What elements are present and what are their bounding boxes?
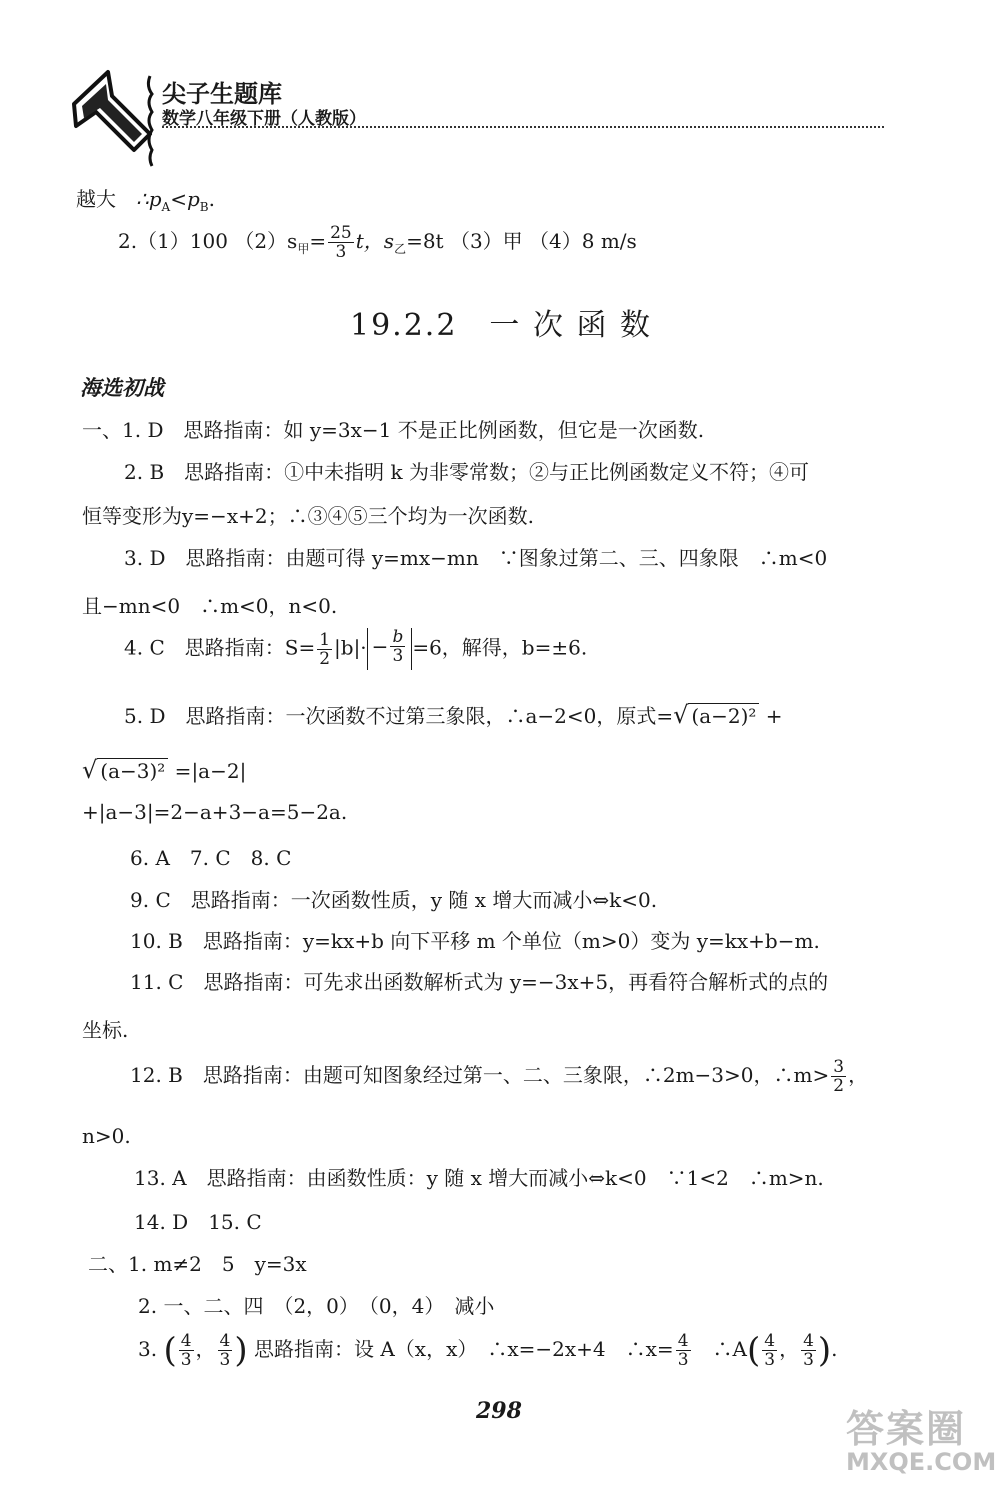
- sqrt-symbol: √: [673, 701, 689, 729]
- answer-q11-line2: 坐标.: [82, 1018, 129, 1042]
- answer-q11-line1: 11. C 思路指南：可先求出函数解析式为 y=−3x+5，再看符合解析式的点的: [130, 970, 829, 994]
- answer-q2-line2: 恒等变形为y=−x+2；∴③④⑤三个均为一次函数.: [82, 504, 534, 528]
- answer-q5-line3: +|a−3|=2−a+3−a=5−2a.: [82, 800, 348, 824]
- answer-q14-15: 14. D 15. C: [134, 1210, 262, 1234]
- answer-q4: 4. C 思路指南：S= $\frac{1}{2}$ |b|· − $\frac{b}{3}$ =6，解得，b=±6.: [124, 627, 588, 669]
- header-logo: [68, 66, 158, 171]
- answer-q12-line1: 12. B 思路指南：由题可知图象经过第一、二、三象限，∴2m−3>0，∴m> $\frac{3}{2}$ ，: [130, 1057, 869, 1096]
- header-title: 尖子生题库: [162, 80, 282, 108]
- watermark-url: MXQE.COM: [846, 1448, 997, 1476]
- prev-line-1: 越大 $\therefore p_A<p_B$.: [76, 187, 215, 214]
- header-subtitle: 数学八年级下册（人教版）: [162, 109, 366, 129]
- answer-q13: 13. A 思路指南：由函数性质：y 随 x 增大而减小⇔k<0 ∵1<2 ∴m>n.: [134, 1166, 824, 1190]
- sqrt-symbol: √: [82, 756, 98, 784]
- answer-q5-line2: √ (a−3)² =|a−2|: [82, 756, 247, 784]
- answer-q10: 10. B 思路指南：y=kx+b 向下平移 m 个单位（m>0）变为 y=kx+b−m.: [130, 929, 820, 953]
- arrow-icon: [68, 66, 158, 171]
- answer-q1: 一、1. D 思路指南：如 y=3x−1 不是正比例函数，但它是一次函数.: [82, 418, 705, 442]
- answer-q2-line1: 2. B 思路指南：①中未指明 k 为非零常数；②与正比例函数定义不符；④可: [124, 460, 809, 484]
- answer-q6-8: 6. A 7. C 8. C: [130, 846, 292, 870]
- page-number: 298: [476, 1398, 522, 1424]
- answer-q3-line1: 3. D 思路指南：由题可得 y=mx−mn ∵图象过第二、三、四象限 ∴m<0: [124, 546, 828, 570]
- header-dotted-line: [162, 126, 884, 128]
- watermark-logo: 答案圈: [846, 1407, 967, 1451]
- answer-fill-3: 3. ( $\frac{4}{3}$ ， $\frac{4}{3}$ ) 思路指南：设 A（x，x） ∴x=−2x+4 ∴x= $\frac{4}{3}$ ∴A( $\frac{4}{3}$ ， $\frac{4}{3}$ ).: [138, 1330, 838, 1371]
- answer-fill-1: 二、1. m≠2 5 y=3x: [88, 1252, 307, 1276]
- section-title: 19.2.2 一 次 函 数: [350, 308, 653, 343]
- subsection-title: 海选初战: [80, 376, 164, 400]
- answer-q5-line1: 5. D 思路指南：一次函数不过第三象限，∴a−2<0，原式=√ (a−2)² +: [124, 701, 783, 729]
- answer-q9: 9. C 思路指南：一次函数性质，y 随 x 增大而减小⇔k<0.: [130, 888, 658, 912]
- prev-line-2: 2.（1）100 $(2)s_甲=$ $\frac{25}{3}$ t，$s_乙=8t$ （3）甲 （4）8 m/s: [118, 223, 637, 262]
- answer-fill-2: 2. 一、二、四 （2，0） （0，4） 减小: [138, 1294, 495, 1318]
- answer-q3-line2: 且−mn<0 ∴m<0，n<0.: [82, 594, 338, 618]
- answer-q12-line2: n>0.: [82, 1124, 131, 1148]
